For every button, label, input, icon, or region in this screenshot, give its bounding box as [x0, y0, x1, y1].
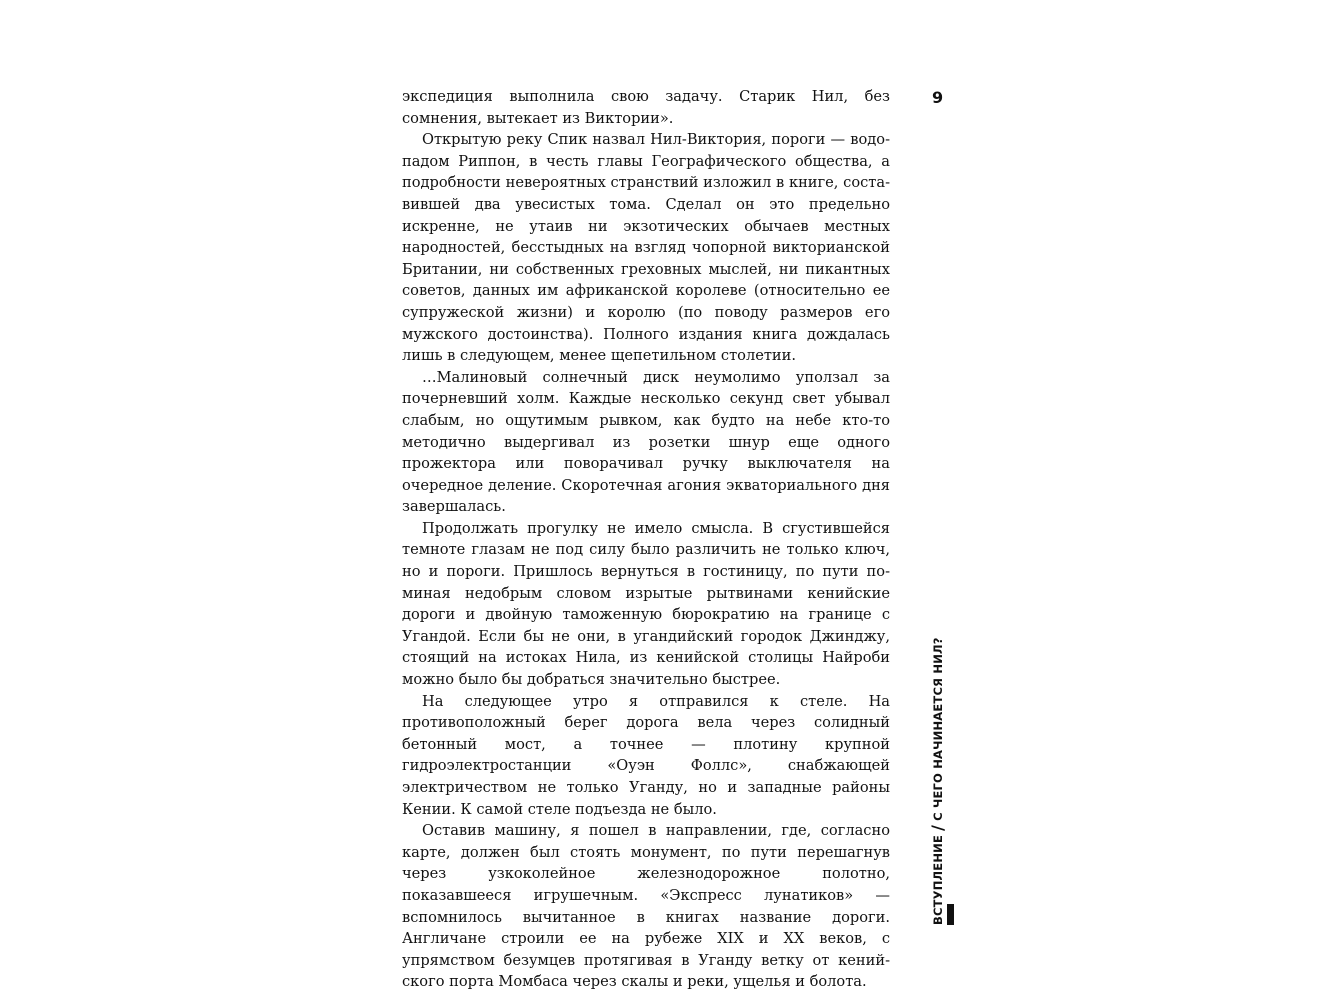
running-head-separator: /: [928, 824, 947, 831]
paragraph-5: На следующее утро я отправился к стеле. На противоположный берег дорога вела через солидный бетонный мост, а точнее — плотину крупной гидроэлектростанции «Оуэн Фоллс», снабжающей электричеством не только Уганду, но и западные районы Кении. К самой стеле подъезда не было.: [402, 692, 890, 818]
paragraph-2: Открытую реку Спик назвал Нил-Виктория, пороги — водопадом Риппон, в честь главы Географического общества, а подробности невероятных странствий изложил в книге, составившей два увесистых тома. Сделал он это предельно искренне, не утаив ни экзотических обычаев местных народностей, бесстыдных на взгляд чопорной викторианской Британии, ни собственных греховных мыслей, ни пикантных советов, данных им африканской королеве (относительно ее супружеской жизни) и королю (по поводу размеров его мужского достоинства). Полного издания книга дождалась лишь в следующем, менее щепетильном столетии.: [402, 131, 890, 365]
paragraph-6: Оставив машину, я пошел в направлении, где, согласно карте, должен был стоять монумент, по пути перешагнув через узкоколейное железнодорожное полотно, показавшееся игрушечным. «Экспресс лунатиков» — вспомнилось вычитанное в книгах название дороги. Англичане строили ее на рубеже XIX и XX веков, с упрямством безумцев протягивая в Уганду ветку от кенийского порта Момбаса через скалы и реки, ущелья и болота.: [402, 822, 890, 991]
running-head-section: ВСТУПЛЕНИЕ: [931, 834, 945, 925]
paragraph-4: Продолжать прогулку не имело смысла. В сгустившейся темноте глазам не под силу было различить не только ключ, но и пороги. Пришлось вернуться в гостиницу, по пути поминая недобрым словом изрытые рытвинами кенийские дороги и двойную таможенную бюрократию на границе с Угандой. Если бы не они, в угандийский городок Джинджу, стоящий на истоках Нила, из кенийской столицы Найроби можно было бы добраться значительно быстрее.: [402, 519, 890, 689]
running-head-chapter: С ЧЕГО НАЧИНАЕТСЯ НИЛ?: [931, 637, 945, 821]
chapter-edge-marker: [947, 904, 954, 925]
body-text: [402, 86, 890, 993]
paragraph-1: экспедиция выполнила свою задачу. Старик Нил, без сомнения, вытекает из Виктории».: [402, 88, 890, 127]
page-number: 9: [932, 88, 944, 107]
paragraph-3: …Малиновый солнечный диск неумолимо уползал за почерневший холм. Каждые несколько секунд свет убывал слабым, но ощутимым рывком, как будто на небе кто-то методично выдергивал из розетки шнур еще одного прожектора или поворачивал ручку выключателя на очередное деление. Скоротечная агония экваториального дня завершалась.: [402, 368, 890, 516]
running-head: [930, 637, 946, 925]
